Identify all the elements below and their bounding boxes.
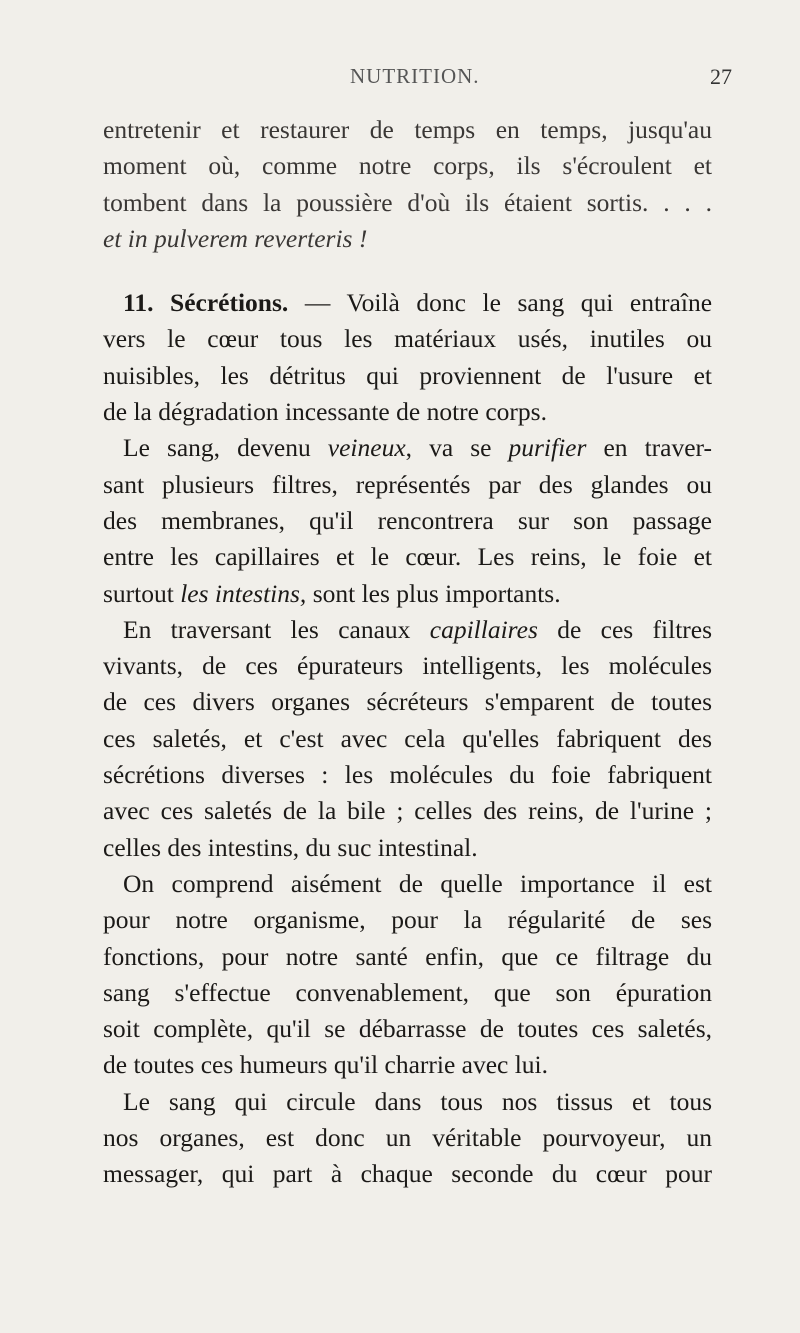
- paragraph-line: entretenir et restaurer de temps en temps, jusqu'au: [103, 115, 712, 144]
- heading-line-text: Voilà donc le sang qui entraîne: [346, 288, 712, 318]
- page-header: [0, 64, 800, 94]
- paragraph-line: de la dégradation incessante de notre corps.: [103, 397, 547, 427]
- running-title: NUTRITION.: [350, 64, 480, 88]
- emphasis-capillaires: capillaires: [429, 614, 538, 644]
- paragraph-line: [103, 612, 712, 648]
- paragraph-line: nos organes, est donc un véritable pourvoyeur, un: [103, 1123, 712, 1153]
- text-run: surtout: [103, 578, 181, 608]
- page-number: 27: [710, 64, 732, 89]
- paragraph-line: vers le cœur tous les matériaux usés, inutiles ou: [103, 324, 712, 354]
- paragraph-line: pour notre organisme, pour la régularité de ses: [103, 905, 712, 935]
- text-run: , va se: [405, 433, 509, 463]
- paragraph-line: de toutes ces humeurs qu'il charrie avec lui.: [103, 1050, 549, 1080]
- text-run: Le sang, devenu: [123, 433, 328, 463]
- paragraph-line: ces saletés, et c'est avec cela qu'elles fabriquent des: [103, 723, 712, 753]
- section-heading-line: [103, 285, 712, 321]
- paragraph-line: [103, 576, 712, 612]
- text-run: en traver-: [586, 433, 712, 463]
- paragraph-line: [103, 430, 712, 466]
- paragraph-line: On comprend aisément de quelle importance il est: [123, 868, 712, 898]
- emphasis-veineux: veineux: [327, 433, 406, 463]
- em-dash: —: [304, 288, 331, 318]
- emphasis-intestins: les intestins,: [180, 578, 307, 608]
- latin-quote: et in pulverem reverteris !: [103, 223, 368, 253]
- paragraph-line: des membranes, qu'il rencontrera sur son passage: [103, 505, 712, 535]
- paragraph-line: fonctions, pour notre santé enfin, que ce filtrage du: [103, 941, 712, 971]
- emphasis-purifier: purifier: [508, 433, 587, 463]
- paragraph-line: tombent dans la poussière d'où ils étaient sortis. . . .: [103, 187, 712, 217]
- paragraph-line: soit complète, qu'il se débarrasse de toutes ces saletés,: [103, 1014, 712, 1044]
- text-run: En traversant les canaux: [123, 614, 430, 644]
- paragraph-line: de ces divers organes sécréteurs s'emparent de toutes: [103, 687, 712, 717]
- section-number: 11.: [123, 288, 154, 318]
- paragraph-line: moment où, comme notre corps, ils s'écroulent et: [103, 151, 712, 181]
- paragraph-line: vivants, de ces épurateurs intelligents, les molécules: [103, 651, 712, 681]
- paragraph-line: Le sang qui circule dans tous nos tissus et tous: [123, 1086, 712, 1116]
- paragraph-line: celles des intestins, du suc intestinal.: [103, 832, 478, 862]
- paragraph-line: avec ces saletés de la bile ; celles des reins, de l'urine ;: [103, 796, 712, 826]
- paragraph-line: entre les capillaires et le cœur. Les reins, le foie et: [103, 542, 712, 572]
- section-title: Sécrétions.: [170, 288, 289, 318]
- body-text: [103, 112, 712, 1193]
- section-gap: [103, 257, 712, 285]
- paragraph-line: sang s'effectue convenablement, que son épuration: [103, 977, 712, 1007]
- text-run: sont les plus importants.: [306, 578, 561, 608]
- paragraph-line: messager, qui part à chaque seconde du cœur pour: [103, 1159, 712, 1189]
- paragraph-line: nuisibles, les détritus qui proviennent de l'usure et: [103, 360, 712, 390]
- paragraph-line: sécrétions diverses : les molécules du foie fabriquent: [103, 760, 712, 790]
- paragraph-line: sant plusieurs filtres, représentés par des glandes ou: [103, 469, 712, 499]
- text-run: de ces filtres: [537, 614, 712, 644]
